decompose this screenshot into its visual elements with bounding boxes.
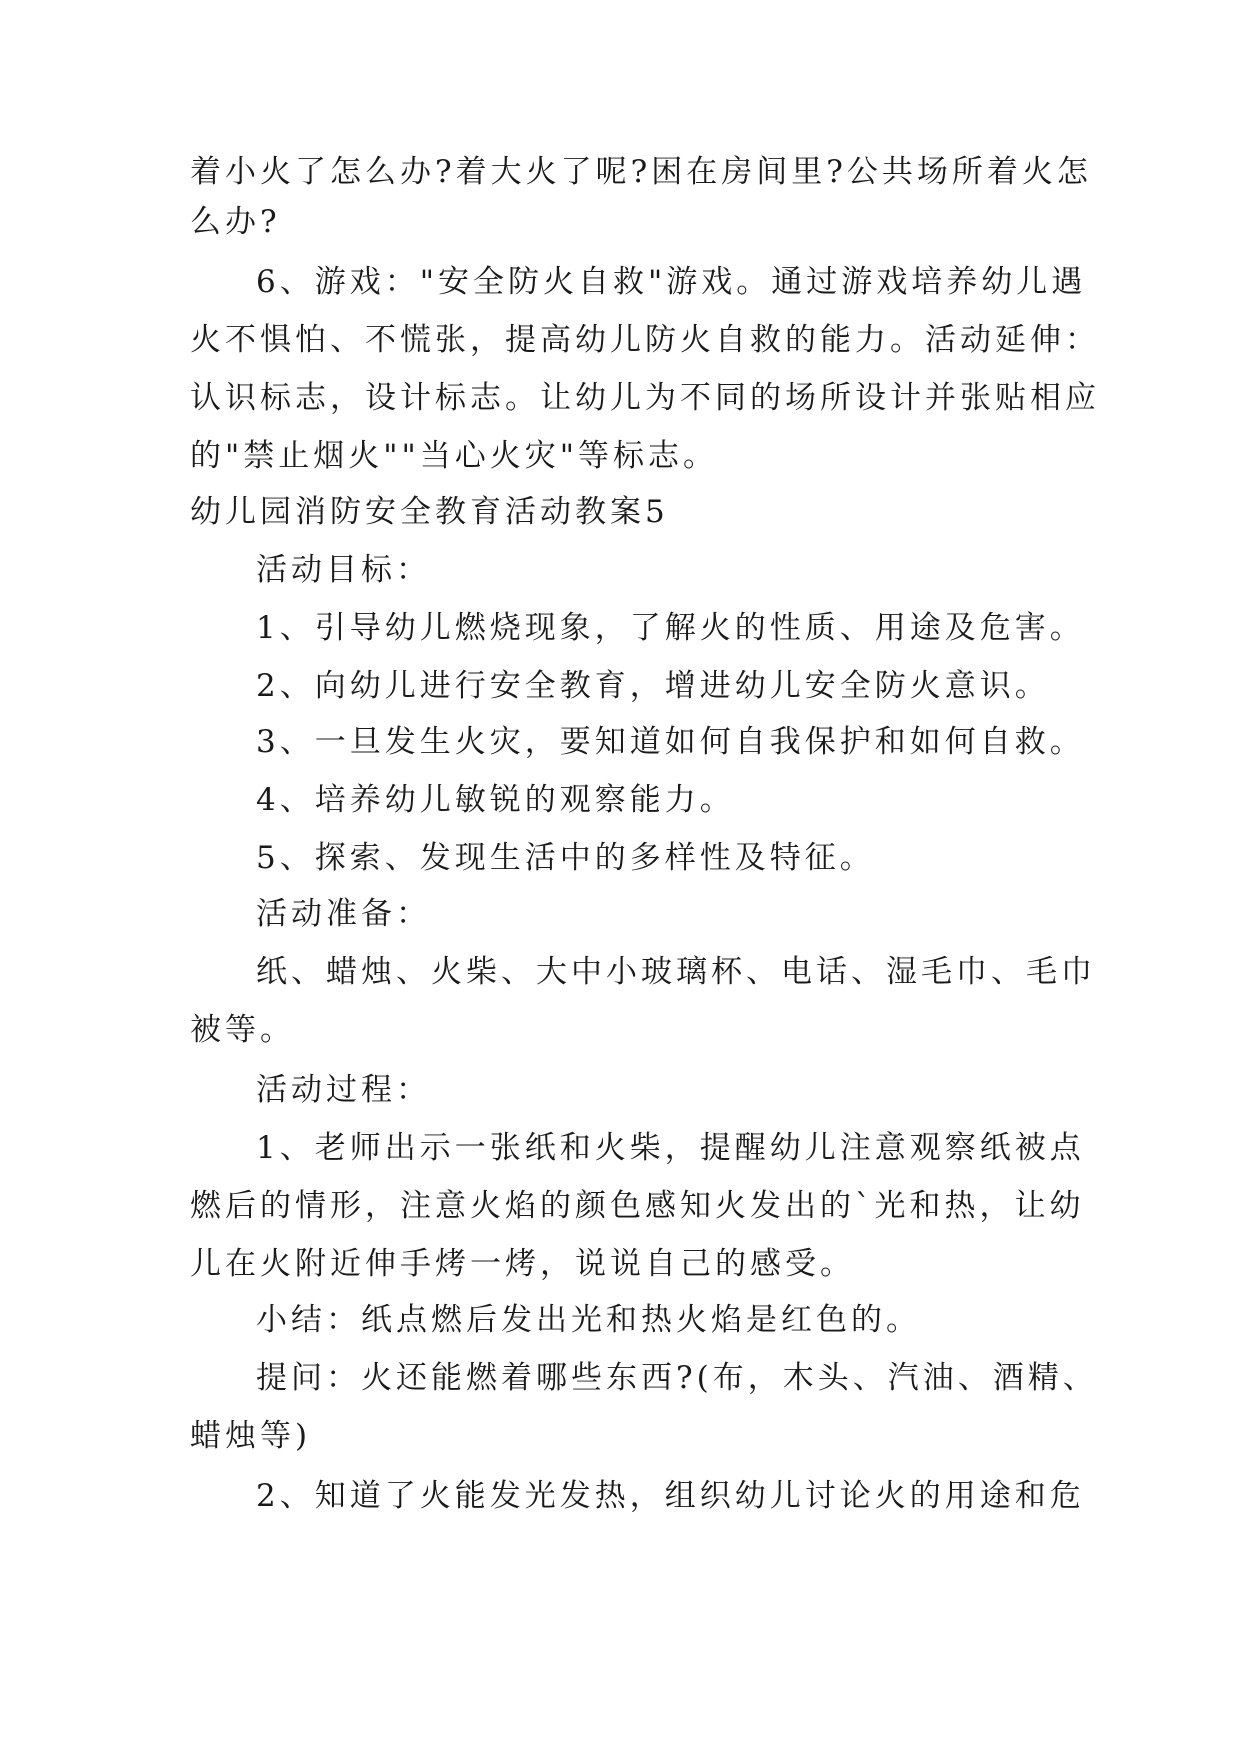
text-line: 认识标志，设计标志。让幼儿为不同的场所设计并张贴相应 bbox=[190, 380, 1100, 416]
text-line: 被等。 bbox=[190, 1012, 295, 1048]
text-line: 儿在火附近伸手烤一烤，说说自己的感受。 bbox=[190, 1246, 855, 1282]
text-line: 着小火了怎么办?着大火了呢?困在房间里?公共场所着火怎 bbox=[190, 154, 1092, 190]
text-line: 活动目标： bbox=[256, 552, 431, 588]
text-line: 6、游戏："安全防火自救"游戏。通过游戏培养幼儿遇 bbox=[256, 264, 1087, 300]
text-line: 燃后的情形，注意火焰的颜色感知火发出的`光和热，让幼 bbox=[190, 1188, 1085, 1224]
text-line: 小结：纸点燃后发出光和热火焰是红色的。 bbox=[256, 1302, 921, 1338]
section-heading: 幼儿园消防安全教育活动教案5 bbox=[190, 494, 669, 530]
text-line: 2、知道了火能发光发热，组织幼儿讨论火的用途和危 bbox=[256, 1478, 1085, 1514]
text-line: 2、向幼儿进行安全教育，增进幼儿安全防火意识。 bbox=[256, 668, 1050, 704]
text-line: 么办? bbox=[190, 204, 281, 240]
text-line: 火不惧怕、不慌张，提高幼儿防火自救的能力。活动延伸： bbox=[190, 322, 1100, 358]
text-line: 4、培养幼儿敏锐的观察能力。 bbox=[256, 782, 735, 818]
text-line: 活动准备： bbox=[256, 896, 431, 932]
text-line: 的"禁止烟火""当心火灾"等标志。 bbox=[190, 438, 719, 474]
text-line: 5、探索、发现生活中的多样性及特征。 bbox=[256, 840, 875, 876]
text-line: 提问：火还能燃着哪些东西?(布，木头、汽油、酒精、 bbox=[256, 1360, 1098, 1396]
text-line: 1、引导幼儿燃烧现象，了解火的性质、用途及危害。 bbox=[256, 610, 1085, 646]
text-line: 蜡烛等) bbox=[190, 1418, 312, 1454]
text-line: 3、一旦发生火灾，要知道如何自我保护和如何自救。 bbox=[256, 724, 1085, 760]
text-line: 1、老师出示一张纸和火柴，提醒幼儿注意观察纸被点 bbox=[256, 1130, 1085, 1166]
text-line: 活动过程： bbox=[256, 1072, 431, 1108]
text-line: 纸、蜡烛、火柴、大中小玻璃杯、电话、湿毛巾、毛巾 bbox=[256, 954, 1096, 990]
